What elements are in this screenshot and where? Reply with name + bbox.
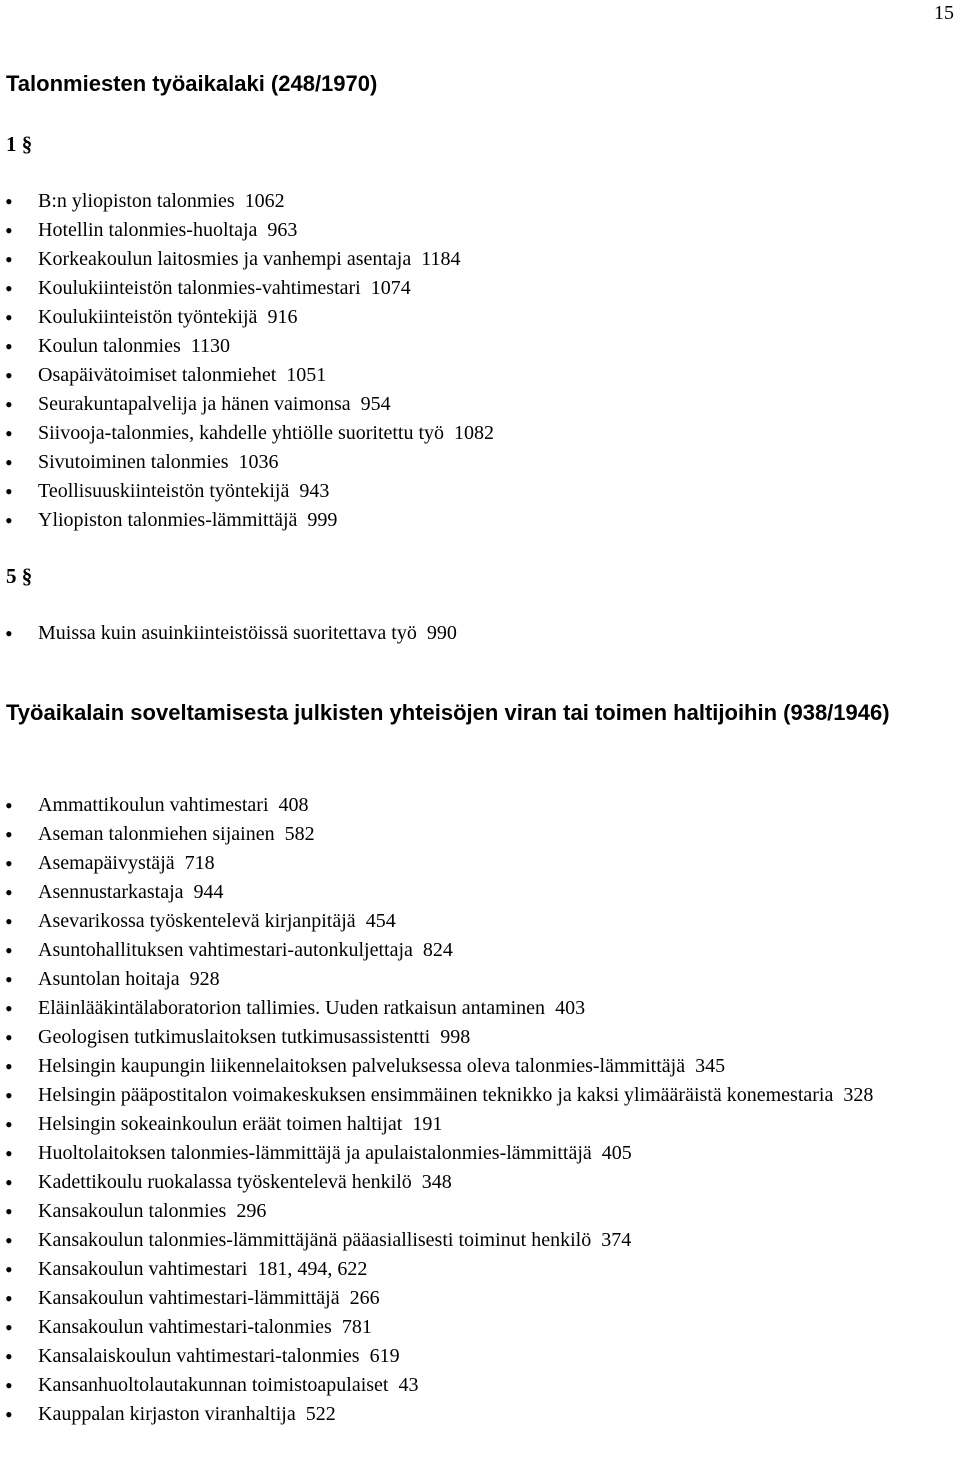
list-item: [0, 1400, 930, 1429]
item-text: Asevarikossa työskentelevä kirjanpitäjä: [38, 910, 356, 932]
item-page: 408: [278, 794, 309, 816]
item-page: 824: [422, 939, 453, 961]
list-item: [0, 1342, 930, 1371]
list-item: [0, 878, 930, 907]
list-item: [0, 994, 930, 1023]
list-item: [0, 506, 930, 535]
list-item: [0, 303, 930, 332]
list-item: [0, 849, 930, 878]
item-page: 1051: [286, 364, 327, 386]
item-page: 928: [189, 968, 220, 990]
item-page: 374: [601, 1229, 632, 1251]
list-item: [0, 477, 930, 506]
item-page: 963: [267, 219, 298, 241]
item-page: 619: [369, 1345, 400, 1367]
item-text: Siivooja-talonmies, kahdelle yhtiölle suoritettu työ: [38, 422, 445, 444]
item-page: 522: [305, 1403, 336, 1425]
item-text: Ammattikoulun vahtimestari: [38, 794, 269, 816]
section-2-list: [0, 791, 930, 1429]
item-text: Asennustarkastaja: [38, 881, 184, 903]
paragraph-mark-1: 1 §: [6, 132, 33, 156]
list-item: [0, 1313, 930, 1342]
item-text: Helsingin pääpostitalon voimakeskuksen ensimmäinen teknikko ja kaksi ylimääräistä konemestaria: [38, 1084, 834, 1106]
item-page: 954: [360, 393, 391, 415]
list-item: [0, 187, 930, 216]
item-page: 1062: [244, 190, 285, 212]
item-text: Koulukiinteistön talonmies-vahtimestari: [38, 277, 361, 299]
item-text: Osapäivätoimiset talonmiehet: [38, 364, 277, 386]
item-page: 43: [398, 1374, 419, 1396]
item-text: Yliopiston talonmies-lämmittäjä: [38, 509, 298, 531]
item-text: Geologisen tutkimuslaitoksen tutkimusassistentti: [38, 1026, 431, 1048]
list-item: [0, 1197, 930, 1226]
item-page: 781: [341, 1316, 372, 1338]
item-text: Huoltolaitoksen talonmies-lämmittäjä ja apulaistalonmies-lämmittäjä: [38, 1142, 592, 1164]
list-item: [0, 448, 930, 477]
list-item: [0, 274, 930, 303]
item-page: 999: [307, 509, 338, 531]
item-text: Korkeakoulun laitosmies ja vanhempi asentaja: [38, 248, 412, 270]
item-text: Kansakoulun vahtimestari-talonmies: [38, 1316, 332, 1338]
item-page: 191: [412, 1113, 443, 1135]
paragraph-1-list: [0, 187, 930, 535]
item-page: 296: [236, 1200, 267, 1222]
item-text: Asemapäivystäjä: [38, 852, 175, 874]
item-text: Kadettikoulu ruokalassa työskentelevä henkilö: [38, 1171, 412, 1193]
item-text: Helsingin sokeainkoulun eräät toimen haltijat: [38, 1113, 403, 1135]
item-page: 1074: [370, 277, 411, 299]
item-page: 943: [299, 480, 330, 502]
item-page: 990: [426, 622, 457, 644]
item-text: Hotellin talonmies-huoltaja: [38, 219, 258, 241]
list-item: [0, 1226, 930, 1255]
item-text: Aseman talonmiehen sijainen: [38, 823, 275, 845]
item-text: Kansakoulun vahtimestari: [38, 1258, 248, 1280]
item-page: 348: [421, 1171, 452, 1193]
page-number: 15: [934, 2, 954, 24]
item-page: 454: [365, 910, 396, 932]
list-item: [0, 245, 930, 274]
item-text: Asuntohallituksen vahtimestari-autonkuljettaja: [38, 939, 413, 961]
item-text: Muissa kuin asuinkiinteistöissä suoritettava työ: [38, 622, 417, 644]
item-text: B:n yliopiston talonmies: [38, 190, 235, 212]
item-page: 266: [349, 1287, 380, 1309]
paragraph-mark-5: 5 §: [6, 564, 33, 588]
item-page: 328: [843, 1084, 874, 1106]
item-page: 1130: [190, 335, 231, 357]
item-text: Kansanhuoltolautakunnan toimistoapulaiset: [38, 1374, 389, 1396]
list-item: [0, 332, 930, 361]
item-page: 345: [695, 1055, 726, 1077]
item-text: Kansakoulun talonmies: [38, 1200, 227, 1222]
item-page: 1184: [421, 248, 461, 270]
item-text: Kansakoulun vahtimestari-lämmittäjä: [38, 1287, 340, 1309]
section-title-tyoaikalain-soveltamisesta: Työaikalain soveltamisesta julkisten yhteisöjen viran tai toimen haltijoihin (938/1946): [6, 700, 890, 725]
list-item: [0, 1023, 930, 1052]
list-item: [0, 1255, 930, 1284]
list-item: [0, 390, 930, 419]
list-item: [0, 1284, 930, 1313]
item-page: 181, 494, 622: [257, 1258, 368, 1280]
list-item: [0, 965, 930, 994]
item-text: Koulun talonmies: [38, 335, 181, 357]
item-page: 582: [284, 823, 315, 845]
item-page: 916: [267, 306, 298, 328]
list-item: [0, 1081, 930, 1110]
list-item: [0, 1371, 930, 1400]
item-text: Koulukiinteistön työntekijä: [38, 306, 258, 328]
list-item: [0, 619, 930, 648]
list-item: [0, 1052, 930, 1081]
list-item: [0, 1168, 930, 1197]
list-item: [0, 791, 930, 820]
list-item: [0, 1110, 930, 1139]
item-page: 998: [440, 1026, 471, 1048]
item-text: Eläinlääkintälaboratorion tallimies. Uuden ratkaisun antaminen: [38, 997, 546, 1019]
item-page: 403: [555, 997, 586, 1019]
item-text: Kansalaiskoulun vahtimestari-talonmies: [38, 1345, 360, 1367]
list-item: [0, 820, 930, 849]
list-item: [0, 1139, 930, 1168]
list-item: [0, 419, 930, 448]
list-item: [0, 936, 930, 965]
item-page: 944: [193, 881, 224, 903]
item-text: Sivutoiminen talonmies: [38, 451, 229, 473]
item-page: 1082: [454, 422, 495, 444]
list-item: [0, 907, 930, 936]
item-text: Kansakoulun talonmies-lämmittäjänä pääasiallisesti toiminut henkilö: [38, 1229, 592, 1251]
item-text: Asuntolan hoitaja: [38, 968, 180, 990]
item-page: 1036: [238, 451, 279, 473]
list-item: [0, 216, 930, 245]
item-text: Kauppalan kirjaston viranhaltija: [38, 1403, 296, 1425]
paragraph-5-list: [0, 619, 930, 648]
item-page: 718: [184, 852, 215, 874]
section-title-talonmiesten-tyoaikalaki: Talonmiesten työaikalaki (248/1970): [6, 71, 378, 96]
item-page: 405: [601, 1142, 632, 1164]
item-text: Helsingin kaupungin liikennelaitoksen palveluksessa oleva talonmies-lämmittäjä: [38, 1055, 686, 1077]
item-text: Seurakuntapalvelija ja hänen vaimonsa: [38, 393, 351, 415]
item-text: Teollisuuskiinteistön työntekijä: [38, 480, 290, 502]
list-item: [0, 361, 930, 390]
